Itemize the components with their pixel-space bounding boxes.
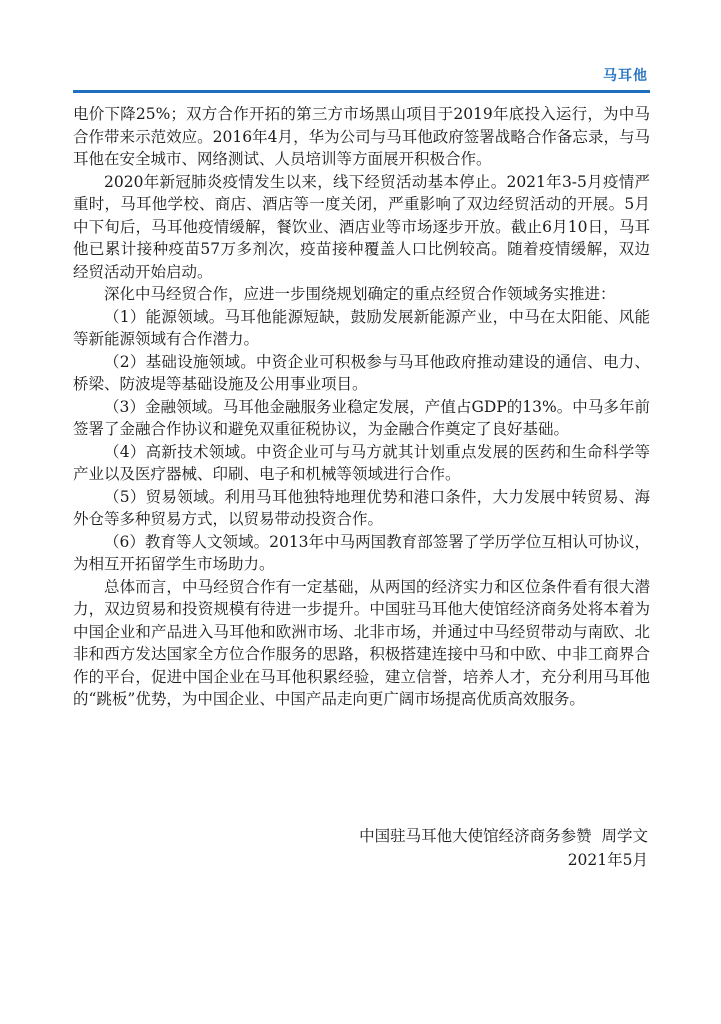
signature-author: 中国驻马耳他大使馆经济商务参赞 周学文	[359, 827, 648, 845]
paragraph-infrastructure: （2）基础设施领域。中资企业可积极参与马耳他政府推动建设的通信、电力、桥梁、防波堤等基础设施及公用事业项目。	[73, 352, 650, 393]
paragraph-finance: （3）金融领域。马耳他金融服务业稳定发展，产值占GDP的13%。中马多年前签署了金融合作协议和避免双重征税协议，为金融合作奠定了良好基础。	[73, 397, 650, 438]
paragraph-covid-impact: 2020年新冠肺炎疫情发生以来，线下经贸活动基本停止。2021年3-5月疫情严重时，马耳他学校、商店、酒店等一度关闭，严重影响了双边经贸活动的开展。5月中下旬后，马耳他疫情缓解，餐饮业、酒店业等市场逐步开放。截止6月10日，马耳他已累计接种疫苗57万多剂次，疫苗接种覆盖人口比例较高。随着疫情缓解，双边经贸活动开始启动。	[73, 172, 650, 281]
article-body	[73, 103, 650, 711]
page-header	[73, 62, 650, 93]
signature-block	[359, 824, 648, 872]
paragraph-huawei-cooperation: 电价下降25%；双方合作开拓的第三方市场黑山项目于2019年底投入运行，为中马合作带来示范效应。2016年4月，华为公司与马耳他政府签署战略合作备忘录，与马耳他在安全城市、网络测试、人员培训等方面展开积极合作。	[73, 105, 650, 168]
paragraph-summary: 总体而言，中马经贸合作有一定基础，从两国的经济实力和区位条件看有很大潜力，双边贸易和投资规模有待进一步提升。中国驻马耳他大使馆经济商务处将本着为中国企业和产品进入马耳他和欧洲市场、北非市场，并通过中马经贸带动与南欧、北非和西方发达国家全方位合作服务的思路，积极搭建连接中马和中欧、中非工商界合作的平台，促进中国企业在马耳他积累经验，建立信誉，培养人才，充分利用马耳他的“跳板”优势，为中国企业、中国产品走向更广阔市场提高优质高效服务。	[73, 577, 650, 708]
paragraph-education: （6）教育等人文领域。2013年中马两国教育部签署了学历学位互相认可协议，为相互开拓留学生市场助力。	[73, 532, 650, 573]
paragraph-trade: （5）贸易领域。利用马耳他独特地理优势和港口条件，大力发展中转贸易、海外仓等多种贸易方式，以贸易带动投资合作。	[73, 487, 650, 528]
paragraph-hightech: （4）高新技术领域。中资企业可与马方就其计划重点发展的医药和生命科学等产业以及医疗器械、印刷、电子和机械等领域进行合作。	[73, 442, 650, 483]
paragraph-deepen-cooperation: 深化中马经贸合作，应进一步围绕规划确定的重点经贸合作领域务实推进：	[104, 285, 616, 303]
signature-date: 2021年5月	[567, 851, 648, 869]
header-title: 马耳他	[603, 68, 648, 84]
paragraph-energy: （1）能源领域。马耳他能源短缺，鼓励发展新能源产业，中马在太阳能、风能等新能源领域有合作潜力。	[73, 307, 650, 348]
